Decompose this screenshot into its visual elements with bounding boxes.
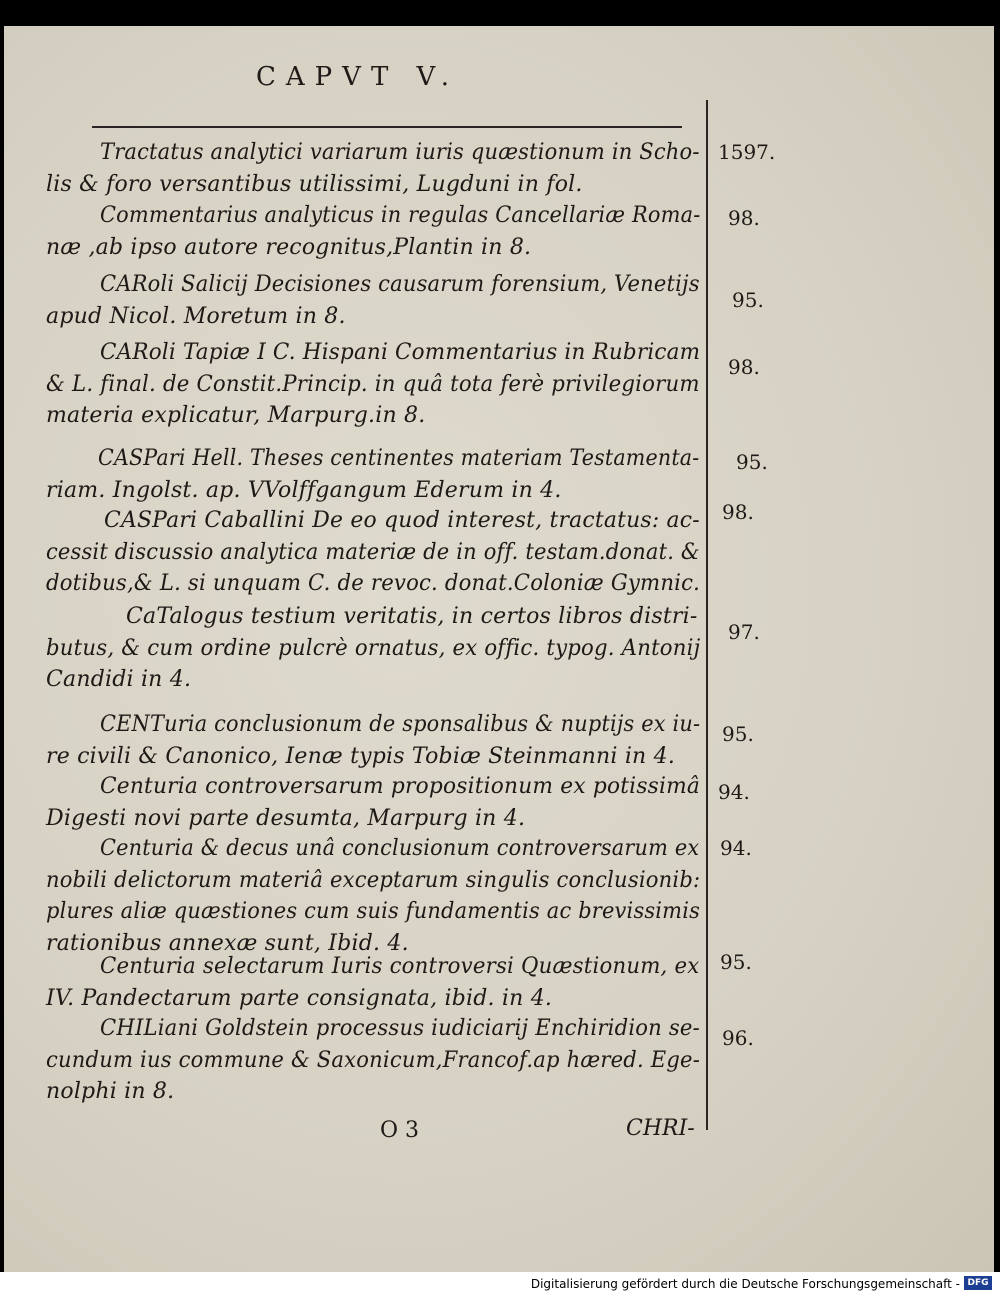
entry-line: plures aliæ quæstiones cum suis fundamentis ac brevissimis bbox=[46, 899, 701, 924]
entry-year: 94. bbox=[718, 780, 750, 804]
entry-year: 95. bbox=[732, 288, 764, 312]
entry-line: Digesti novi parte desumta, Marpurg in 4. bbox=[46, 805, 526, 831]
entry-year: 98. bbox=[722, 500, 754, 524]
signature-mark: O 3 bbox=[380, 1118, 420, 1143]
footer-bar bbox=[0, 1272, 1000, 1295]
funding-notice: Digitalisierung gefördert durch die Deutsche Forschungsgemeinschaft - bbox=[530, 1277, 960, 1291]
entry-year: 1597. bbox=[718, 140, 776, 164]
entry-year: 95. bbox=[720, 950, 752, 974]
entry-line: re civili & Canonico, Ienæ typis Tobiæ Steinmanni in 4. bbox=[46, 743, 676, 769]
entry-line: CASPari Hell. Theses centinentes materiam Testamenta- bbox=[98, 446, 700, 471]
entry-line: lis & foro versantibus utilissimi, Lugduni in fol. bbox=[46, 171, 583, 197]
entry-year: 95. bbox=[736, 450, 768, 474]
entry-line: Centuria controversarum propositionum ex potissimâ bbox=[100, 774, 701, 799]
entry-line: CARoli Salicij Decisiones causarum forensium, Venetijs bbox=[100, 272, 700, 297]
entry-line: riam. Ingolst. ap. VVolffgangum Ederum in 4. bbox=[46, 477, 562, 503]
entry-line: cessit discussio analytica materiæ de in off. testam.donat. & bbox=[46, 539, 700, 565]
entry-line: Centuria & decus unâ conclusionum controversarum ex bbox=[100, 836, 700, 861]
entry-line: CaTalogus testium veritatis, in certos libros distri- bbox=[126, 604, 698, 629]
entry-year: 98. bbox=[728, 206, 760, 230]
entry-year: 98. bbox=[728, 355, 760, 379]
running-title: CAPVT V. bbox=[256, 62, 460, 92]
entry-line: apud Nicol. Moretum in 8. bbox=[46, 303, 346, 329]
entry-line: IV. Pandectarum parte consignata, ibid. in 4. bbox=[46, 985, 553, 1011]
entry-line: Commentarius analyticus in regulas Cancellariæ Roma- bbox=[100, 203, 701, 228]
entry-line: rationibus annexæ sunt, Ibid. 4. bbox=[46, 930, 409, 956]
entry-line: Candidi in 4. bbox=[46, 667, 192, 692]
entry-line: nolphi in 8. bbox=[46, 1079, 175, 1104]
entry-line: Tractatus analytici variarum iuris quæstionum in Scho- bbox=[100, 140, 700, 165]
entry-year: 94. bbox=[720, 836, 752, 860]
entry-line: CARoli Tapiæ I C. Hispani Commentarius in Rubricam bbox=[100, 340, 701, 365]
entry-line: dotibus,& L. si unquam C. de revoc. donat.Coloniæ Gymnic. bbox=[46, 571, 701, 596]
dfg-logo: DFG bbox=[964, 1276, 992, 1290]
entry-line: CASPari Caballini De eo quod interest, tractatus: ac- bbox=[104, 508, 700, 533]
entry-line: CENTuria conclusionum de sponsalibus & nuptijs ex iu- bbox=[100, 712, 701, 737]
entry-line: materia explicatur, Marpurg.in 8. bbox=[46, 403, 426, 428]
entry-line: nobili delictorum materiâ exceptarum singulis conclusionib: bbox=[46, 867, 701, 893]
entry-year: 95. bbox=[722, 722, 754, 746]
entry-line: & L. final. de Constit.Princip. in quâ tota ferè privilegiorum bbox=[46, 371, 700, 397]
catchword: CHRI- bbox=[626, 1116, 695, 1141]
entry-line: næ ,ab ipso autore recognitus,Plantin in 8. bbox=[46, 234, 532, 260]
entry-line: butus, & cum ordine pulcrè ornatus, ex offic. typog. Antonij bbox=[46, 635, 701, 661]
entry-line: Centuria selectarum Iuris controversi Quæstionum, ex bbox=[100, 954, 700, 979]
entry-line: cundum ius commune & Saxonicum,Francof.ap hæred. Ege- bbox=[46, 1047, 701, 1073]
entry-line: CHILiani Goldstein processus iudiciarij Enchiridion se- bbox=[100, 1016, 700, 1041]
entry-year: 96. bbox=[722, 1026, 754, 1050]
entry-year: 97. bbox=[728, 620, 760, 644]
